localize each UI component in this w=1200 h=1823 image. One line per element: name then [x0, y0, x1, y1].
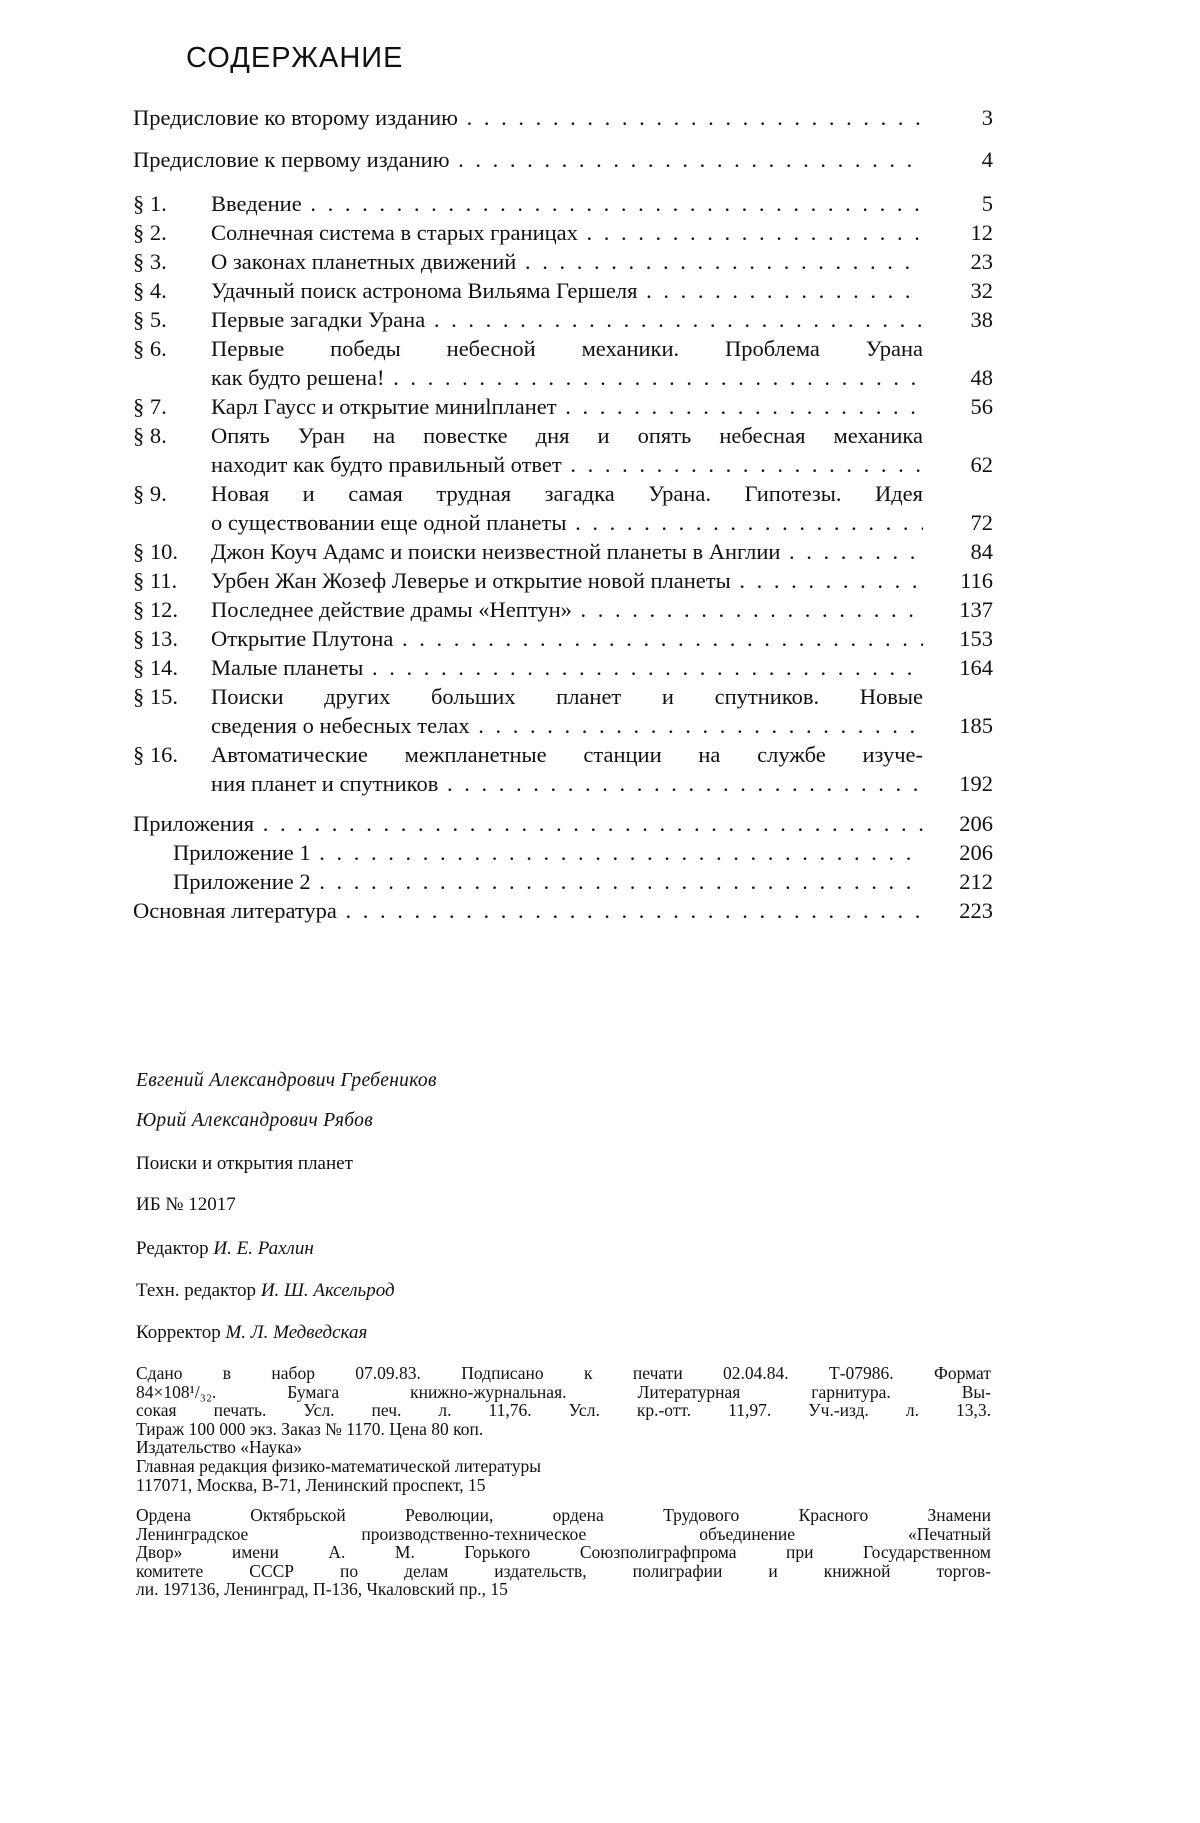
toc-page-number: 206 [959, 840, 993, 865]
toc-page-number: 153 [959, 626, 993, 651]
toc-title: Открытие Плутона . . . [211, 624, 923, 653]
toc-entry [133, 867, 993, 896]
toc-page-number: 4 [981, 147, 993, 172]
toc-entry [133, 276, 993, 305]
imprint-line: 117071, Москва, В-71, Ленинский проспект, 15 [136, 1474, 486, 1495]
toc-page-number: 72 [970, 510, 993, 535]
toc-section-number: § 15. [133, 684, 178, 709]
toc-title: О законах планетных движений . . . [211, 247, 923, 276]
toc-title: находит как будто правильный ответ . . . [211, 450, 923, 479]
toc-section-number: § 12. [133, 597, 178, 622]
toc-page-number: 56 [970, 394, 993, 419]
toc-title: Поиски других больших планет и спутников. Новые [211, 684, 923, 709]
toc-entry [133, 769, 993, 798]
toc-title: ния планет и спутников . . . [211, 769, 923, 798]
corrector-name: М. Л. Медведская [225, 1322, 368, 1343]
toc-page-number: 38 [970, 307, 993, 332]
toc-section-number: § 14. [133, 655, 178, 680]
toc-entry [133, 624, 993, 653]
toc-title: сведения о небесных телах . . . [211, 711, 923, 740]
toc-entry [133, 363, 993, 392]
toc-title: Урбен Жан Жозеф Леверье и открытие новой планеты . . . [211, 566, 923, 595]
toc-page-number: 185 [959, 713, 993, 738]
toc-page-number: 84 [970, 539, 993, 564]
toc-title: Автоматические межпланетные станции на службе изуче- [211, 742, 923, 767]
toc-section-number: § 8. [133, 423, 167, 448]
toc-title: Предисловие к первому изданию . . . [133, 145, 923, 174]
imprint-line: сокая печать. Усл. печ. л. 11,76. Усл. кр.-отт. 11,97. Уч.-изд. л. 13,3. [136, 1400, 991, 1421]
toc-entry [133, 218, 993, 247]
toc-entry [133, 479, 993, 508]
toc-entry [133, 450, 993, 479]
toc-page-number: 32 [970, 278, 993, 303]
corrector-label: Корректор [136, 1322, 221, 1343]
toc-entry [133, 838, 993, 867]
toc-section-number: § 3. [133, 249, 167, 274]
imprint-line: 84×108¹/₃₂. Бумага книжно-журнальная. Литературная гарнитура. Вы- [136, 1381, 991, 1402]
toc-title: Приложение 2 . . . [173, 867, 923, 896]
toc-entry [133, 508, 993, 537]
imprint-line: Сдано в набор 07.09.83. Подписано к печати 02.04.84. Т-07986. Формат [136, 1363, 991, 1383]
tech-editor-name: И. Ш. Аксельрод [260, 1280, 395, 1301]
toc-entry [133, 334, 993, 363]
toc-entry [133, 537, 993, 566]
author-name: Юрий Александрович Рябов [136, 1110, 373, 1131]
toc-entry [133, 392, 993, 421]
toc-section-number: § 11. [133, 568, 178, 593]
toc-section-number: § 1. [133, 191, 167, 216]
toc-page-number: 223 [959, 898, 993, 923]
toc-section-number: § 4. [133, 278, 167, 303]
imprint-line: комитете СССР по делам издательств, полиграфии и книжной торгов- [136, 1560, 991, 1581]
toc-title: о существовании еще одной планеты . . . [211, 508, 923, 537]
editor-name: И. Е. Рахлин [213, 1238, 314, 1259]
toc-section-number: § 9. [133, 481, 167, 506]
toc-section-number: § 10. [133, 539, 178, 564]
toc-page-number: 62 [970, 452, 993, 477]
toc-entry [133, 896, 993, 925]
toc-page-number: 206 [959, 811, 993, 836]
imprint-line: ли. 197136, Ленинград, П-136, Чкаловский пр., 15 [136, 1579, 508, 1600]
toc-entry [133, 682, 993, 711]
toc-title: Удачный поиск астронома Вильяма Гершеля . . . [211, 276, 923, 305]
toc-title: Новая и самая трудная загадка Урана. Гипотезы. Идея [211, 481, 923, 506]
ib-number: ИБ № 12017 [136, 1194, 236, 1215]
tech-editor-credit [136, 1280, 395, 1302]
imprint-line: Ленинградское производственно-техническое объединение «Печатный [136, 1523, 991, 1544]
imprint-line: Ордена Октябрьской Революции, ордена Трудового Красного Знамени [136, 1505, 991, 1525]
toc-section-number: § 16. [133, 742, 178, 767]
toc-page-number: 116 [960, 568, 993, 593]
toc-page-number: 23 [970, 249, 993, 274]
toc-title: Джон Коуч Адамс и поиски неизвестной планеты в Англии . . . [211, 537, 923, 566]
toc-section-number: § 6. [133, 336, 167, 361]
toc-entry [133, 421, 993, 450]
toc-page-number: 48 [970, 365, 993, 390]
toc-title: как будто решена! . . . [211, 363, 923, 392]
toc-entry [133, 189, 993, 218]
toc-page-number: 137 [959, 597, 993, 622]
toc-entry [133, 740, 993, 769]
toc-title: Последнее действие драмы «Нептун» . . . [211, 595, 923, 624]
toc-title: Первые победы небесной механики. Проблема Урана [211, 336, 923, 361]
author-name: Евгений Александрович Гребеников [136, 1070, 437, 1091]
toc-page-number: 212 [959, 869, 993, 894]
toc-entry [133, 305, 993, 334]
toc-page-number: 3 [981, 105, 993, 130]
corrector-credit [136, 1322, 367, 1344]
toc-entry [133, 247, 993, 276]
toc-title: Солнечная система в старых границах . . . [211, 218, 923, 247]
toc-section-number: § 5. [133, 307, 167, 332]
imprint-line: Главная редакция физико-математической литературы [136, 1455, 542, 1476]
toc-page-number: 192 [959, 771, 993, 796]
toc-entry [133, 595, 993, 624]
toc-page-number: 5 [981, 191, 993, 216]
imprint-line: Двор» имени А. М. Горького Союзполиграфпрома при Государственном [136, 1542, 991, 1563]
toc-section-number: § 13. [133, 626, 178, 651]
toc-page-number: 164 [959, 655, 993, 680]
toc-section-number: § 7. [133, 394, 167, 419]
toc-title: Малые планеты . . . [211, 653, 923, 682]
toc-title: Приложения . . . [133, 809, 923, 838]
toc-title: Введение . . . [211, 189, 923, 218]
toc-entry [133, 103, 993, 132]
book-title: Поиски и открытия планет [136, 1153, 353, 1174]
toc-title: Приложение 1 . . . [173, 838, 923, 867]
toc-title: Карл Гаусс и открытие миниlпланет . . . [211, 392, 923, 421]
editor-credit [136, 1238, 314, 1260]
toc-entry [133, 711, 993, 740]
page-title: СОДЕРЖАНИЕ [186, 42, 404, 74]
toc-title: Опять Уран на повестке дня и опять небесная механика [211, 423, 923, 448]
tech-editor-label: Техн. редактор [136, 1280, 257, 1301]
printer-details [136, 1506, 991, 1599]
toc-title: Первые загадки Урана . . . [211, 305, 923, 334]
toc-entry [133, 566, 993, 595]
printing-details [136, 1364, 991, 1494]
editor-label: Редактор [136, 1238, 209, 1259]
toc-title: Предисловие ко второму изданию . . . [133, 103, 923, 132]
toc-page-number: 12 [970, 220, 993, 245]
imprint-line: Издательство «Наука» [136, 1437, 303, 1458]
toc-section-number: § 2. [133, 220, 167, 245]
toc-entry [133, 809, 993, 838]
toc-entry [133, 653, 993, 682]
toc-entry [133, 145, 993, 174]
toc-title: Основная литература . . . [133, 896, 923, 925]
imprint-line: Тираж 100 000 экз. Заказ № 1170. Цена 80 коп. [136, 1418, 484, 1439]
